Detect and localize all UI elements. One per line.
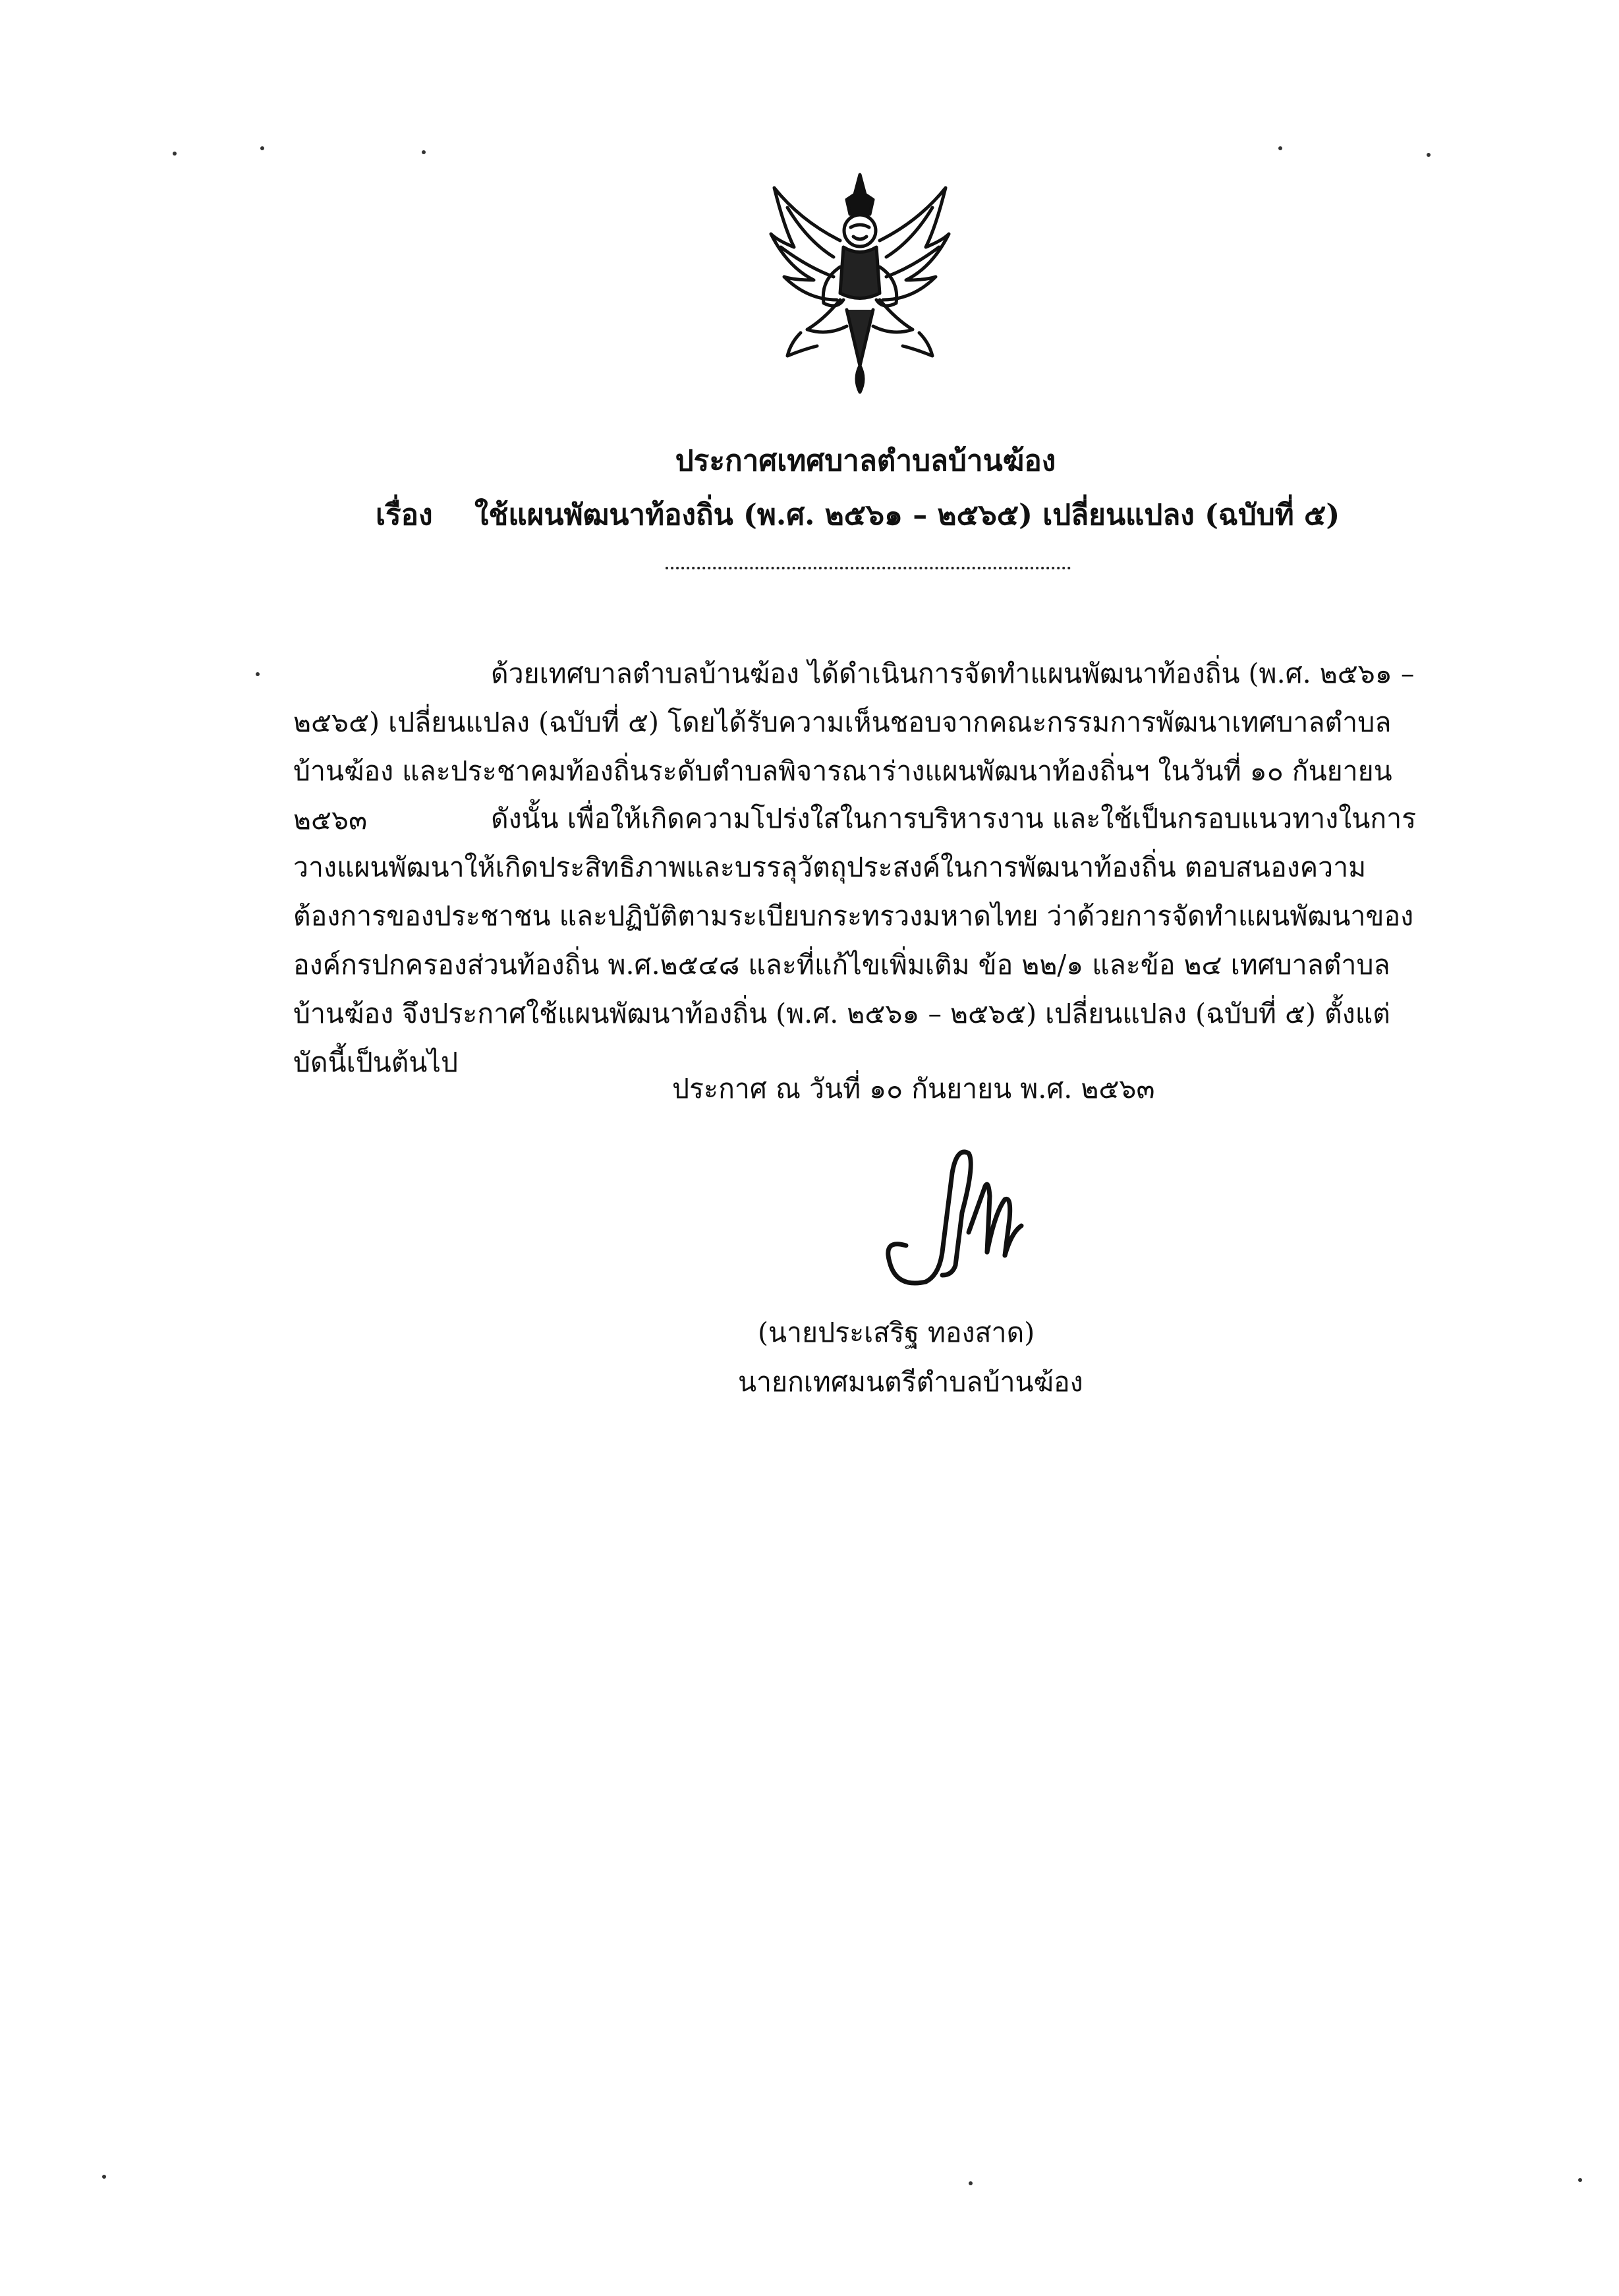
subject-text: ใช้แผนพัฒนาท้องถิ่น (พ.ศ. ๒๕๖๑ – ๒๕๖๕) เปลี่ยนแปลง (ฉบับที่ ๕) [474,498,1340,532]
announcement-subject-line [376,492,1340,538]
handwritten-signature-icon [870,1134,1041,1305]
signer-name: (นายประเสริฐ ทองสาด) [758,1317,1035,1348]
announcement-date: ประกาศ ณ วันที่ ๑๐ กันยายน พ.ศ. ๒๕๖๓ [672,1073,1155,1105]
scan-speck [1278,146,1282,150]
scan-speck [1427,153,1431,157]
dotted-divider [666,567,1071,569]
scan-speck [256,672,260,676]
scan-speck [260,146,264,150]
scan-speck [173,152,177,156]
announcement-title: ประกาศเทศบาลตำบลบ้านฆ้อง [675,444,1056,478]
scan-speck [422,150,426,154]
paragraph-text: ด้วยเทศบาลตำบลบ้านฆ้อง ได้ดำเนินการจัดทำแผนพัฒนาท้องถิ่น (พ.ศ. ๒๕๖๑ – ๒๕๖๕) เปลี่ยนแปลง (ฉบับที่ ๕) โดยได้รับความเห็นชอบจากคณะกรรมการพัฒนาเทศบาลตำบลบ้านฆ้อง และประชาคมท้องถิ่นระดับตำบลพิจารณาร่างแผนพัฒนาท้องถิ่นฯ ในวันที่ ๑๐ กันยายน ๒๕๖๓ [293,658,1415,836]
title-block [0,438,1619,532]
scan-speck [969,2181,973,2185]
scan-speck [1578,2178,1582,2182]
subject-label: เรื่อง [376,498,433,532]
scan-speck [102,2175,106,2179]
body-paragraph-2 [293,794,1440,1087]
signer-position: นายกเทศมนตรีตำบลบ้านฆ้อง [738,1366,1083,1398]
paragraph-text: ดังนั้น เพื่อให้เกิดความโปร่งใสในการบริหารงาน และใช้เป็นกรอบแนวทางในการวางแผนพัฒนาให้เกิดประสิทธิภาพและบรรลุวัตถุประสงค์ในการพัฒนาท้องถิ่น ตอบสนองความต้องการของประชาชน และปฏิบัติตามระเบียบกระทรวงมหาดไทย ว่าด้วยการจัดทำแผนพัฒนาขององค์กรปกครองส่วนท้องถิ่น พ.ศ.๒๕๔๘ และที่แก้ไขเพิ่มเติม ข้อ ๒๒/๑ และข้อ ๒๔ เทศบาลตำบลบ้านฆ้อง จึงประกาศใช้แผนพัฒนาท้องถิ่น (พ.ศ. ๒๕๖๑ – ๒๕๖๕) เปลี่ยนแปลง (ฉบับที่ ๕) ตั้งแต่บัดนี้เป็นต้นไป [293,803,1417,1078]
garuda-emblem-icon [761,168,959,395]
